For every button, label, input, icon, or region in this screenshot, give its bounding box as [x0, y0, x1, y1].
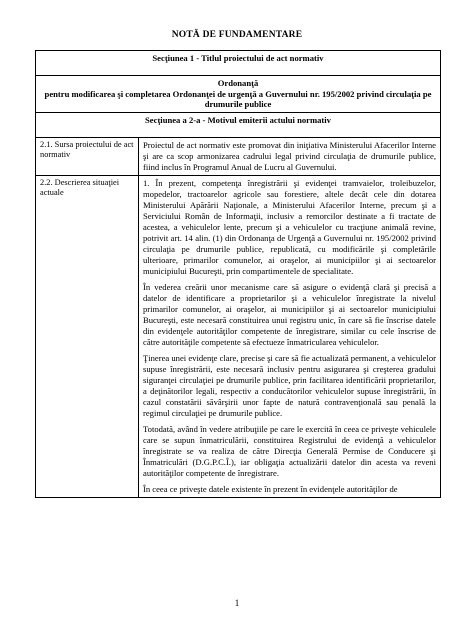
fundamentare-table	[35, 50, 441, 498]
paragraph: Proiectul de act normativ este promovat din iniţiativa Ministerului Afacerilor Interne şi are ca scop armonizarea cadrului legal privind circulaţia de drumurile publice, fiind inclus în Programul Anual de Lucru al Guvernului.	[143, 139, 436, 172]
section2-header: Secţiunea a 2-a - Motivul emiterii actului normativ	[36, 112, 441, 137]
row-label: 2.1. Sursa proiectului de act normativ	[36, 137, 139, 175]
table-row	[36, 137, 441, 175]
table-row	[36, 175, 441, 497]
row-label: 2.2. Descrierea situaţiei actuale	[36, 175, 139, 497]
row-content	[139, 175, 441, 497]
row-content-clip	[143, 178, 436, 495]
paragraph: Totodată, având în vedere atribuţiile pe care le exercită în ceea ce priveşte vehiculele care se supun înmatriculării, constituirea Registrului de evidenţă a vehiculelor înregistrate se va realiza de către Direcţia Generală Permise de Conducere şi Înmatriculări (D.G.P.C.Î.), iar obligaţia actualizării datelor din acesta va reveni autorităţilor competente de înregistrare.	[143, 423, 436, 478]
row-content	[139, 137, 441, 175]
section2-header-row	[36, 112, 441, 137]
paragraph: Ţinerea unei evidenţe clare, precise şi care să fie actualizată permanent, a vehiculelor supuse înregistrării, este necesară inclusiv pentru asigurarea şi creşterea gradului siguranţei circulaţiei pe drumurile publice, prin facilitarea identificării proprietarilor, a deţinătorilor legali, respectiv a conducătorilor vehiculelor supuse înregistrării, în cazul constatării săvârşirii unor fapte de natură contravenţională sau penală la regimul circulaţiei pe drumurile publice.	[143, 352, 436, 418]
section1-header-row	[36, 51, 441, 76]
page-number: 1	[234, 598, 240, 608]
paragraph: În ceea ce priveşte datele existente în prezent în evidenţele autorităţilor de	[143, 483, 398, 494]
ordinance-subtitle: pentru modificarea şi completarea Ordonanţei de urgenţă a Guvernului nr. 195/2002 privind circulaţia pe drumurile publice	[44, 88, 432, 109]
section1-header: Secţiunea 1 - Titlul proiectului de act normativ	[36, 51, 441, 76]
page-title: NOTĂ DE FUNDAMENTARE	[171, 30, 303, 40]
ordinance-row	[36, 76, 441, 113]
ordinance-cell	[36, 76, 441, 113]
paragraph: 1. În prezent, competenţa înregistrării şi evidenţei tramvaielor, troleibuzelor, mopedelor, tractoarelor agricole sau forestiere, altele decât cele din dotarea Ministerului Apărării Naţionale, a Ministerului Afacerilor Interne, precum şi a Serviciului Român de Informaţii, inclusiv a remorcilor destinate a fi tractate de acestea, a vehiculelor lente, precum şi a vehiculelor cu tracţiune animală revine, potrivit art. 14 alin. (1) din Ordonanţa de Urgenţă a Guvernului nr. 195/2002 privind circulaţia pe drumurile publice, republicată, cu modificările şi completările ulterioare, primarilor comunelor, ai oraşelor, ai municipiilor şi ai sectoarelor municipiului Bucureşti, prin compartimentele de specialitate.	[143, 177, 436, 276]
paragraph: În vederea creării unor mecanisme care să asigure o evidenţă clară şi precisă a datelor de identificare a proprietarilor şi a vehiculelor înregistrate la nivelul primarilor comunelor, ai oraşelor, ai municipiilor şi ai sectoarelor municipiului Bucureşti, este necesară constituirea unui registru unic, în care să fie înscrise datele din evidenţele autorităţilor competente de înregistrare, similar cu cele înscrise de către autorităţile competente să efectueze înmatricularea vehiculelor.	[143, 281, 436, 347]
ordinance-title: Ordonanţă	[217, 78, 259, 88]
